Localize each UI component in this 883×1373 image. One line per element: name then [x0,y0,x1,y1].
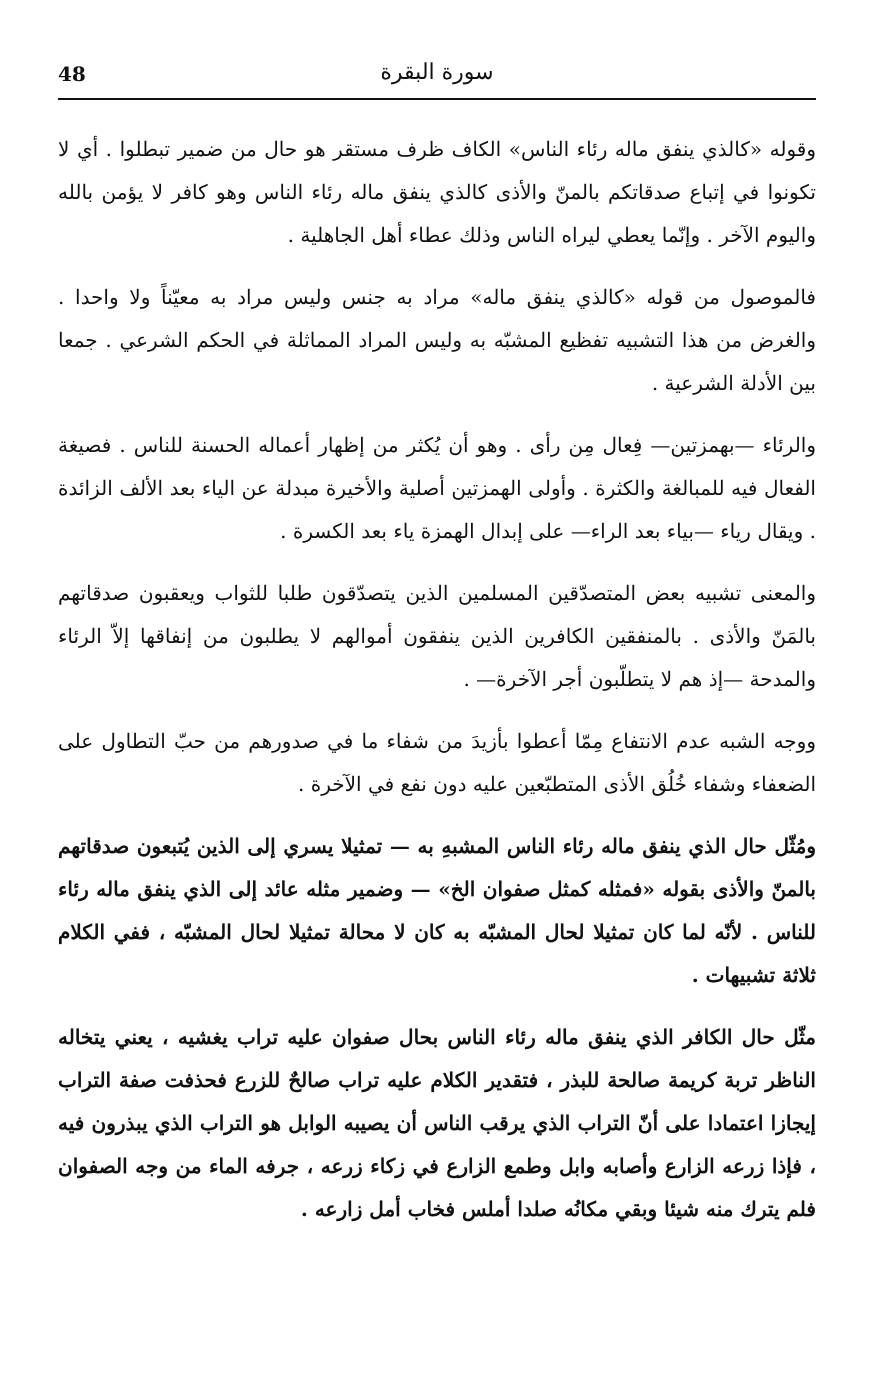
paragraph-2: فالموصول من قوله «كالذي ينفق ماله» مراد به جنس وليس مراد به معيّناً ولا واحدا . والغرض من هذا التشبيه تفظيع المشبّه به وليس المراد المماثلة في الحكم الشرعي . جمعا بين الأدلة الشرعية . [58,285,816,395]
body-text [58,128,816,1250]
paragraph-1: وقوله «كالذي ينفق ماله رئاء الناس» الكاف ظرف مستقر هو حال من ضمير تبطلوا . أي لا تكونوا في إتباع صدقاتكم بالمنّ والأذى كالذي ينفق ماله رئاء الناس وهو كافر لا يؤمن بالله واليوم الآخر . وإنّما يعطي ليراه الناس وذلك عطاء أهل الجاهلية . [58,137,816,247]
paragraph-4: والمعنى تشبيه بعض المتصدّقين المسلمين الذين يتصدّقون طلبا للثواب ويعقبون صدقاتهم بالمَنّ والأذى . بالمنفقين الكافرين الذين ينفقون أموالهم لا يطلبون من إنفاقها إلاّ الرئاء والمدحة —إذ هم لا يتطلّبون أجر الآخرة— . [58,581,816,691]
paragraph-5: ووجه الشبه عدم الانتفاع مِمّا أعطوا بأزيدَ من شفاء ما في صدورهم من حبّ التطاول على الضعفاء وشفاء خُلُق الأذى المتطبّعين عليه دون نفع في الآخرة . [58,729,816,796]
page-header [58,58,816,98]
page-number: 48 [58,62,86,86]
paragraph-7: مثّل حال الكافر الذي ينفق ماله رئاء الناس بحال صفوان عليه تراب يغشيه ، يعني يتخاله الناظر تربة كريمة صالحة للبذر ، فتقدير الكلام عليه تراب صالحٌ للزرع فحذفت صفة التراب إيجازا اعتمادا على أنّ التراب الذي يرقب الناس أن يصيبه الوابل هو التراب الذي يبذرون فيه ، فإذا زرعه الزارع وأصابه وابل وطمع الزارع في زكاء زرعه ، جرفه الماء من وجه الصفوان فلم يترك منه شيئا وبقي مكانُه صلدا أملس فخاب أمل زارعه . [58,1025,816,1221]
paragraph-3: والرئاء —بهمزتين— فِعال مِن رأى . وهو أن يُكثر من إظهار أعماله الحسنة للناس . فصيغة الفعال فيه للمبالغة والكثرة . وأولى الهمزتين أصلية والأخيرة مبدلة عن الياء بعد الألف الزائدة . ويقال رياء —بياء بعد الراء— على إبدال الهمزة ياء بعد الكسرة . [58,433,816,543]
paragraph-6: ومُثّل حال الذي ينفق ماله رئاء الناس المشبهِ به — تمثيلا يسري إلى الذين يُتبعون صدقاتهم بالمنّ والأذى بقوله «فمثله كمثل صفوان الخ» — وضمير مثله عائد إلى الذي ينفق ماله رئاء للناس . لأنّه لما كان تمثيلا لحال المشبّه به كان لا محالة تمثيلا لحال المشبّه ، ففي الكلام ثلاثة تشبيهات . [58,834,816,987]
running-title: سورة البقرة [380,60,494,85]
header-divider [58,98,816,100]
